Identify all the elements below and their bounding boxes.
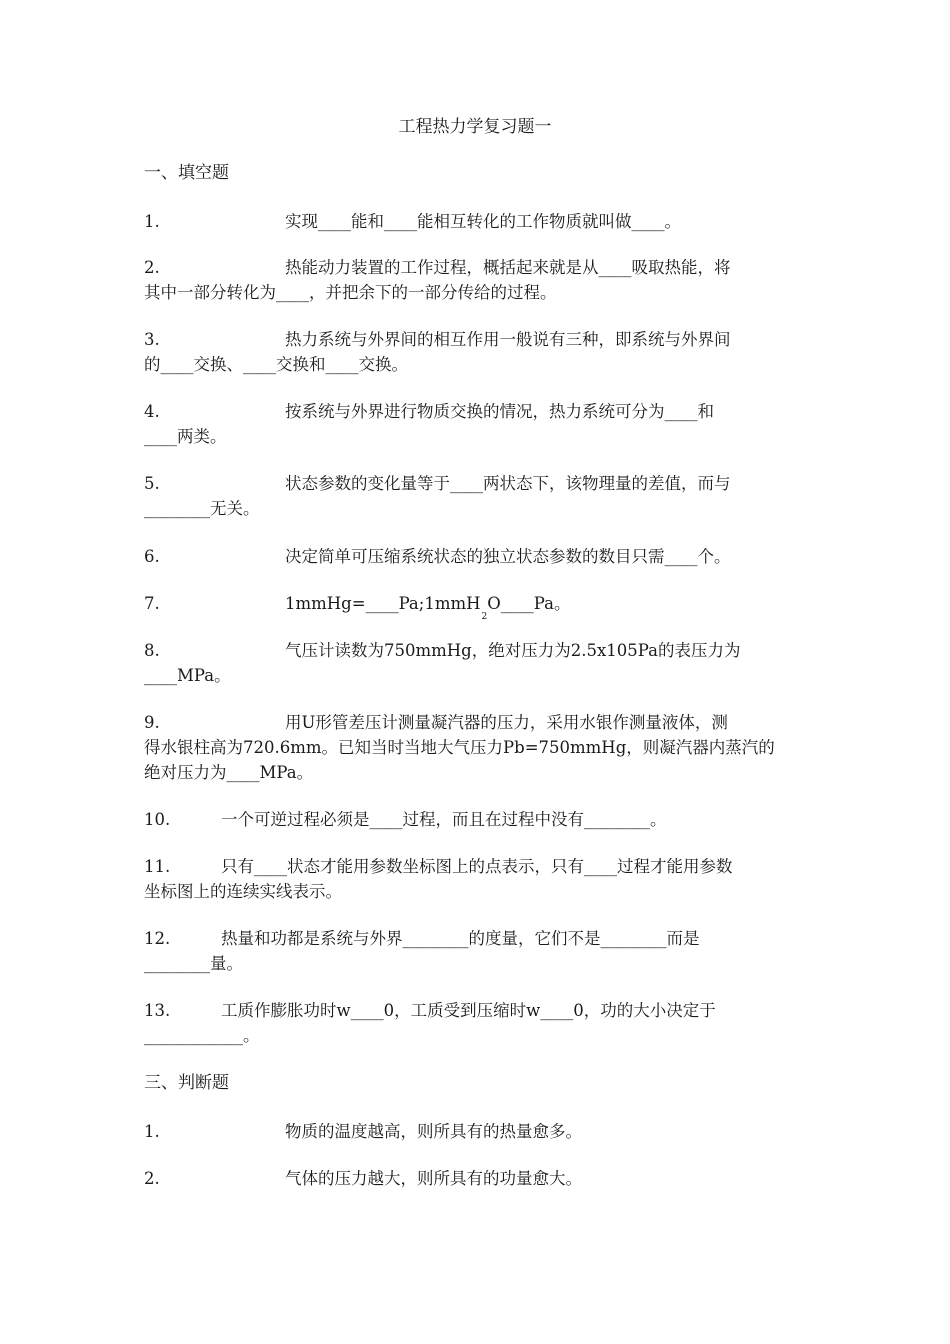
question-number: 4.: [144, 402, 160, 421]
question-text: 状态参数的变化量等于____两状态下，该物理量的差值，而与: [285, 474, 731, 493]
section-heading-fill: 一、填空题: [144, 163, 229, 183]
question-text-cont: ____两类。: [144, 427, 227, 446]
question-text-cont: ________无关。: [144, 499, 260, 518]
question-text: 决定简单可压缩系统状态的独立状态参数的数目只需____个。: [285, 547, 731, 566]
question-1: [144, 209, 809, 234]
question-text: 只有____状态才能用参数坐标图上的点表示，只有____过程才能用参数: [221, 857, 733, 876]
question-5: [144, 471, 809, 521]
question-number: 1.: [144, 212, 160, 231]
question-text-cont: 的____交换、____交换和____交换。: [144, 355, 408, 374]
question-number: 6.: [144, 547, 160, 566]
question-10: [144, 807, 809, 832]
question-text-cont: ____________。: [144, 1026, 260, 1045]
question-text: 热能动力装置的工作过程，概括起来就是从____吸取热能，将: [285, 258, 731, 277]
subscript: 2: [481, 612, 488, 622]
question-text: 一个可逆过程必须是____过程，而且在过程中没有________。: [221, 810, 667, 829]
question-number: 12.: [144, 929, 171, 948]
question-text-cont: 得水银柱高为720.6mm。已知当时当地大气压力Pb=750mmHg，则凝汽器内蒸汽的: [144, 738, 775, 757]
judge-question-2: [144, 1166, 809, 1191]
question-text: 用U形管差压计测量凝汽器的压力，采用水银作测量液体，测: [285, 713, 728, 732]
question-text-cont: 其中一部分转化为____，并把余下的一部分传给的过程。: [144, 283, 557, 302]
question-text-cont: 坐标图上的连续实线表示。: [144, 882, 342, 901]
question-number: 2.: [144, 1169, 160, 1188]
question-number: 11.: [144, 857, 171, 876]
question-text: O____Pa。: [487, 594, 571, 613]
question-8: [144, 638, 809, 688]
question-text: 气压计读数为750mmHg，绝对压力为2.5x105Pa的表压力为: [285, 641, 741, 660]
question-text: 工质作膨胀功时w____0，工质受到压缩时w____0，功的大小决定于: [221, 1001, 716, 1020]
question-2: [144, 255, 809, 305]
question-12: [144, 926, 809, 976]
question-4: [144, 399, 809, 449]
question-text: 物质的温度越高，则所具有的热量愈多。: [285, 1122, 582, 1141]
question-6: [144, 544, 809, 569]
question-13: [144, 998, 809, 1048]
section-heading-judge: 三、判断题: [144, 1073, 229, 1093]
question-text: 1mmHg=____Pa;1mmH: [285, 594, 481, 613]
question-number: 1.: [144, 1122, 160, 1141]
question-text: 热量和功都是系统与外界________的度量，它们不是________而是: [221, 929, 700, 948]
question-text: 按系统与外界进行物质交换的情况，热力系统可分为____和: [285, 402, 714, 421]
question-text: 气体的压力越大，则所具有的功量愈大。: [285, 1169, 582, 1188]
question-9: [144, 710, 809, 785]
question-text: 热力系统与外界间的相互作用一般说有三种，即系统与外界间: [285, 330, 731, 349]
question-7: [144, 591, 809, 620]
page-title: 工程热力学复习题一: [398, 117, 552, 137]
question-text-cont: ____MPa。: [144, 666, 231, 685]
question-number: 10.: [144, 810, 171, 829]
question-number: 3.: [144, 330, 160, 349]
judge-question-1: [144, 1119, 809, 1144]
question-number: 2.: [144, 258, 160, 277]
question-3: [144, 327, 809, 377]
question-text-cont: ________量。: [144, 954, 243, 973]
question-number: 8.: [144, 641, 160, 660]
question-text: 实现____能和____能相互转化的工作物质就叫做____。: [285, 212, 681, 231]
question-number: 9.: [144, 713, 160, 732]
question-number: 13.: [144, 1001, 171, 1020]
question-text-cont: 绝对压力为____MPa。: [144, 763, 314, 782]
question-number: 7.: [144, 594, 160, 613]
question-number: 5.: [144, 474, 160, 493]
question-11: [144, 854, 809, 904]
